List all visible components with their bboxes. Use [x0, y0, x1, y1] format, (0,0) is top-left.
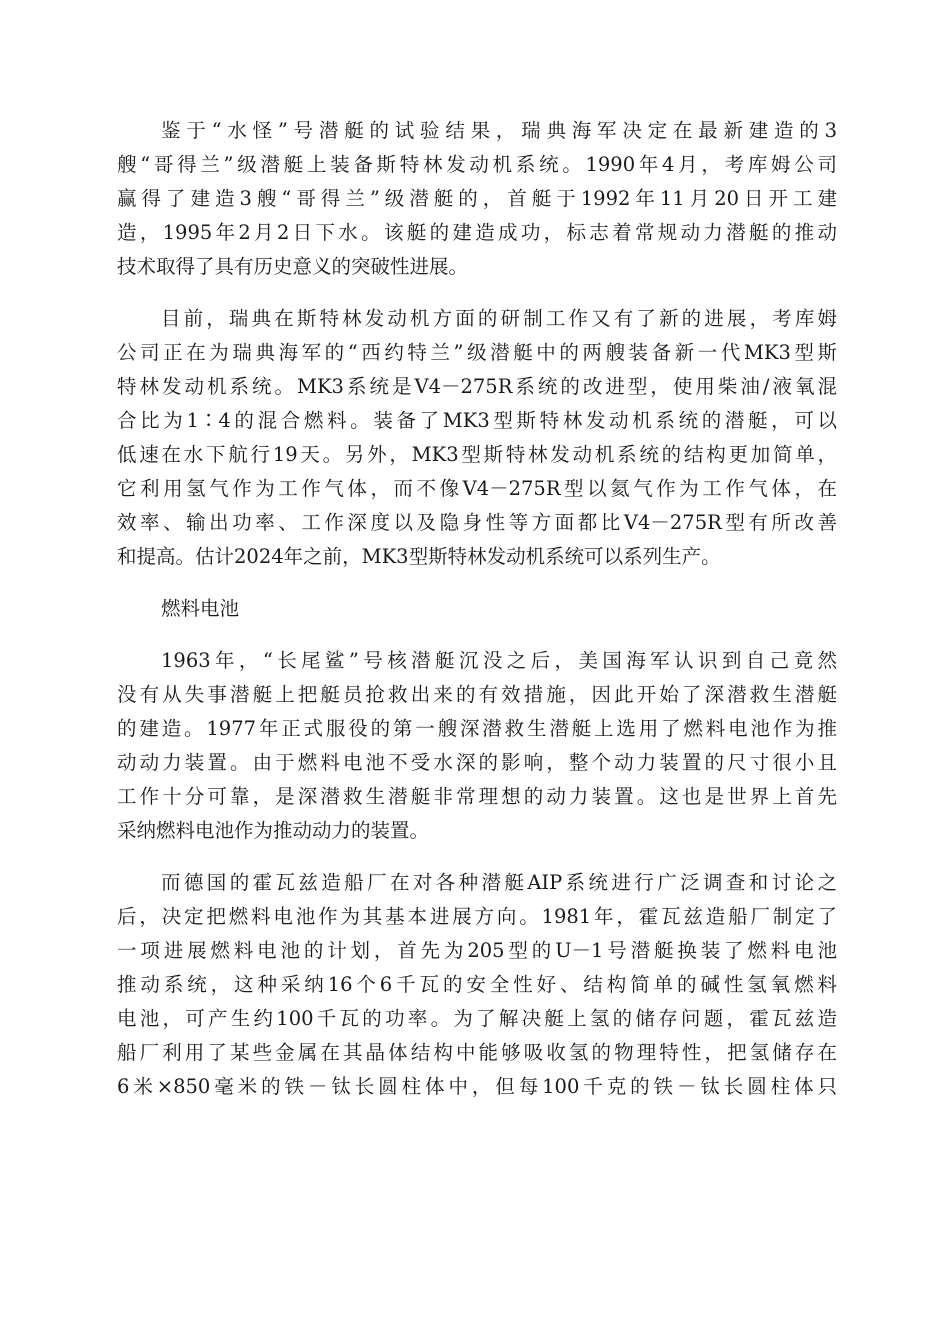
text-line: 效率、输出功率、工作深度以及隐身性等方面都比V4－275R型有所改善 — [117, 511, 837, 534]
document-body — [117, 114, 837, 1122]
text-line: 电池，可产生约100千瓦的功率。为了解决艇上氢的储存问题，霍瓦兹造 — [117, 1007, 837, 1030]
text-line: 特林发动机系统。MK3系统是V4－275R系统的改进型，使用柴油/液氧混 — [117, 375, 837, 398]
paragraph-fuel-cell-us — [117, 644, 837, 848]
text-line: 的建造。1977年正式服役的第一艘深潜救生潜艇上选用了燃料电池作为推 — [117, 717, 837, 740]
text-line: 推动系统，这种采纳16个6千瓦的安全性好、结构简单的碱性氢氧燃料 — [117, 973, 837, 996]
text-line: 赢得了建造3艘“哥得兰”级潜艇的，首艇于1992年11月20日开工建 — [117, 187, 837, 210]
text-line: 鉴于“水怪”号潜艇的试验结果，瑞典海军决定在最新建造的3 — [161, 119, 837, 142]
paragraph-fuel-cell-germany — [117, 866, 837, 1104]
text-line: 公司正在为瑞典海军的“西约特兰”级潜艇中的两艘装备新一代MK3型斯 — [117, 341, 837, 364]
text-line: 而德国的霍瓦兹造船厂在对各种潜艇AIP系统进行广泛调查和讨论之 — [161, 871, 837, 894]
text-line: 工作十分可靠，是深潜救生潜艇非常理想的动力装置。这也是世界上首先 — [117, 785, 837, 808]
text-line: 和提高。估计2024年之前，MK3型斯特林发动机系统可以系列生产。 — [117, 545, 721, 568]
text-line: 没有从失事潜艇上把艇员抢救出来的有效措施，因此开始了深潜救生潜艇 — [117, 683, 837, 706]
text-line: 合比为1∶4的混合燃料。装备了MK3型斯特林发动机系统的潜艇，可以 — [117, 409, 837, 432]
section-heading — [117, 592, 837, 626]
text-line: 一项进展燃料电池的计划，首先为205型的U－1号潜艇换装了燃料电池 — [117, 939, 837, 962]
text-line: 后，决定把燃料电池作为其基本进展方向。1981年，霍瓦兹造船厂制定了 — [117, 905, 837, 928]
text-line: 目前，瑞典在斯特林发动机方面的研制工作又有了新的进展，考库姆 — [161, 307, 837, 330]
text-line: 采纳燃料电池作为推动动力的装置。 — [117, 819, 430, 842]
text-line: 动动力装置。由于燃料电池不受水深的影响，整个动力装置的尺寸很小且 — [117, 751, 837, 774]
text-line: 它利用氢气作为工作气体，而不像V4－275R型以氦气作为工作气体，在 — [117, 477, 837, 500]
text-line: 技术取得了具有历史意义的突破性进展。 — [117, 255, 469, 278]
paragraph-stirling-mk3 — [117, 302, 837, 574]
text-line: 造，1995年2月2日下水。该艇的建造成功，标志着常规动力潜艇的推动 — [117, 221, 837, 244]
paragraph-stirling-gotland — [117, 114, 837, 284]
text-line: 6米×850毫米的铁－钛长圆柱体中，但每100千克的铁－钛长圆柱体只 — [117, 1075, 837, 1098]
text-line: 低速在水下航行19天。另外，MK3型斯特林发动机系统的结构更加简单， — [117, 443, 837, 466]
text-line: 艘“哥得兰”级潜艇上装备斯特林发动机系统。1990年4月，考库姆公司 — [117, 153, 837, 176]
text-line: 1963年，“长尾鲨”号核潜艇沉没之后，美国海军认识到自己竟然 — [161, 649, 837, 672]
section-heading-text: 燃料电池 — [161, 597, 240, 620]
text-line: 船厂利用了某些金属在其晶体结构中能够吸收氢的物理特性，把氢储存在 — [117, 1041, 837, 1064]
